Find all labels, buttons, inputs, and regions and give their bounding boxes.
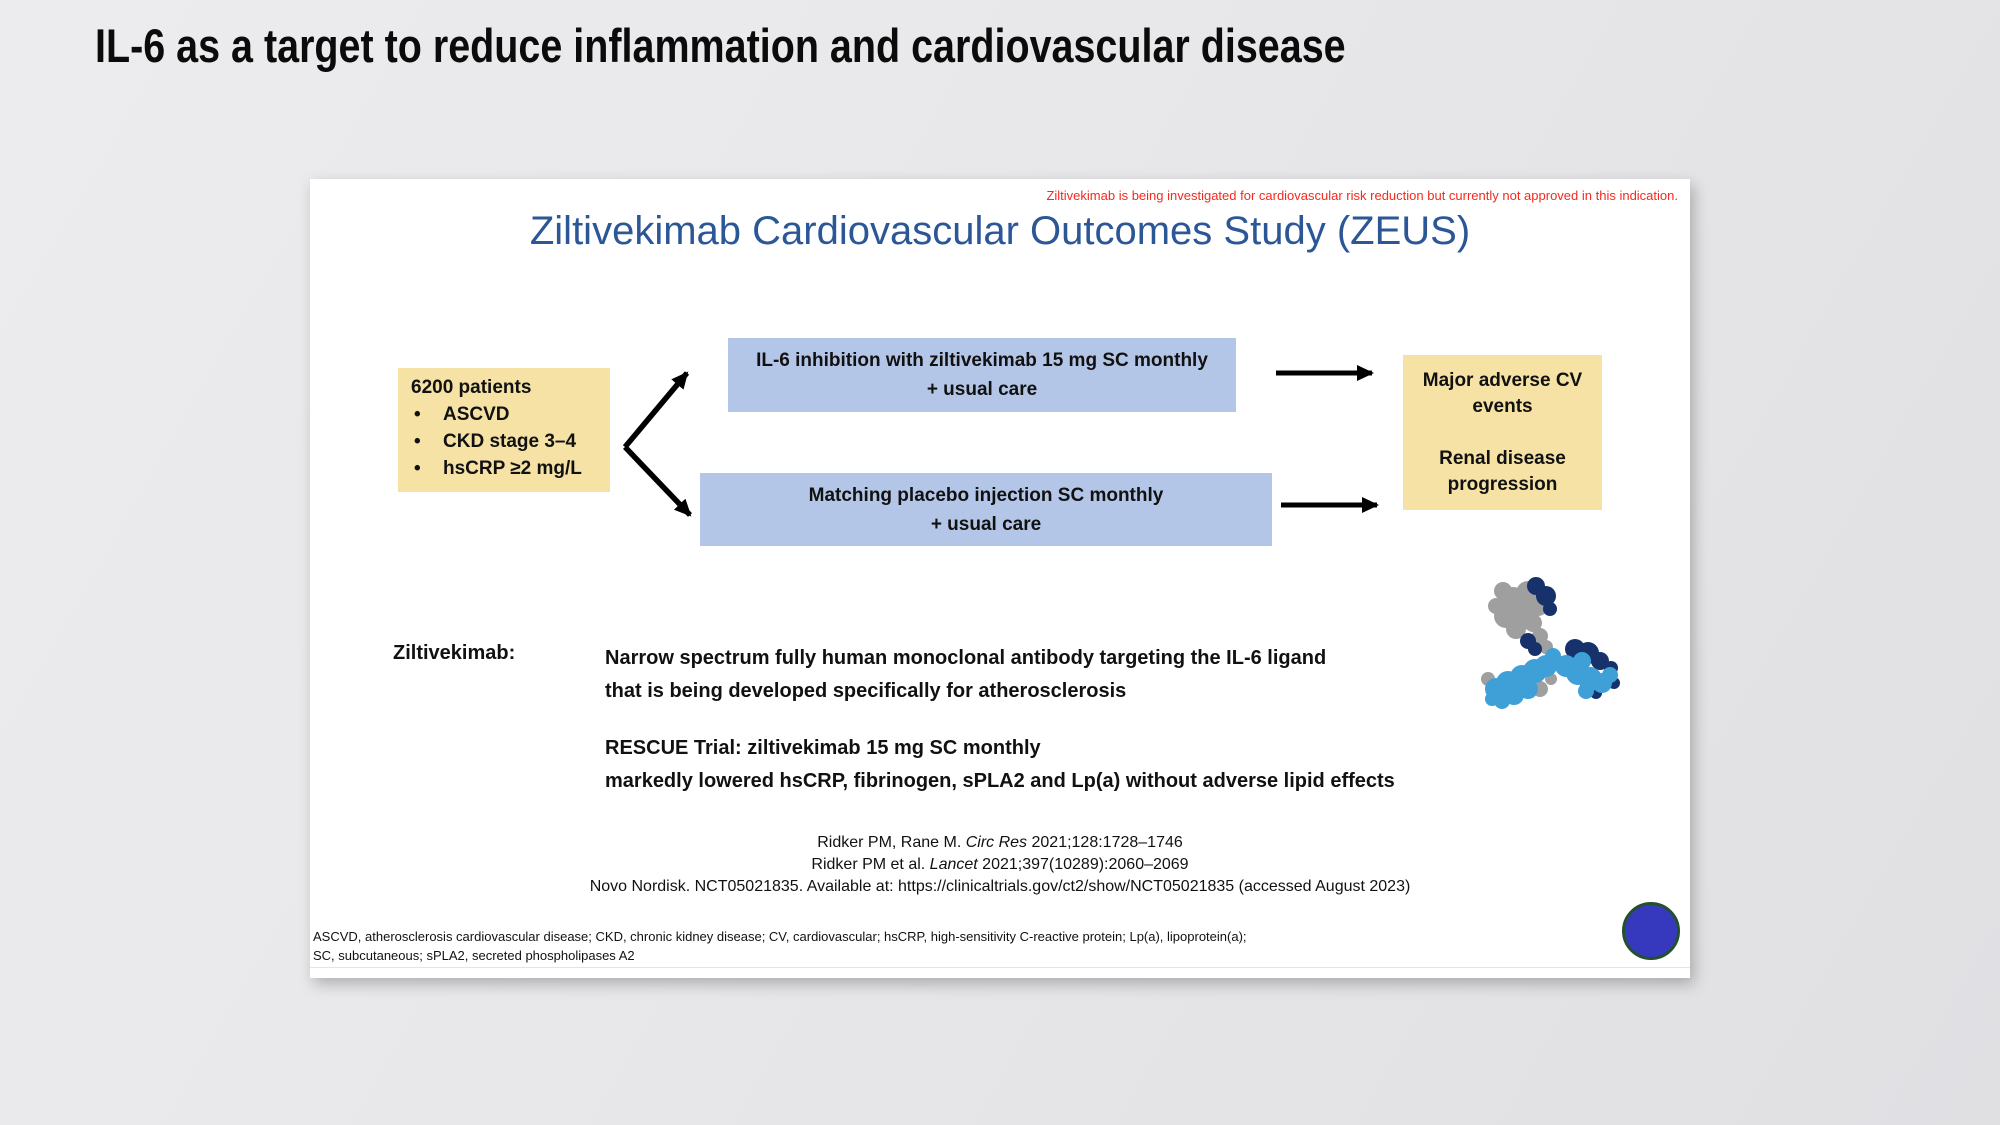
population-bullet-text: hsCRP ≥2 mg/L [443, 458, 582, 479]
population-bullet-text: CKD stage 3–4 [443, 431, 577, 452]
treatment-arm-box-ziltivekimab [728, 338, 1236, 412]
arrow-to-outcomes-bottom [1277, 495, 1389, 515]
abbreviations-footnote [313, 927, 1247, 965]
arm-text-line: Matching placebo injection SC monthly [808, 484, 1164, 506]
population-bullet [411, 428, 602, 455]
arm-text-line: IL-6 inhibition with ziltivekimab 15 mg SC monthly [756, 350, 1208, 371]
references [310, 832, 1690, 898]
rescue-line: markedly lowered hsCRP, fibrinogen, sPLA2 and Lp(a) without adverse lipid effects [605, 770, 1395, 792]
bullet-icon: • [414, 458, 421, 479]
slide-title: Ziltivekimab Cardiovascular Outcomes Study (ZEUS) [529, 209, 1471, 253]
population-criteria-box [398, 368, 610, 492]
journal-name: Lancet [929, 856, 978, 873]
randomization-branch-arrows [605, 357, 715, 529]
outcome-secondary: Renal disease progression [1439, 447, 1566, 495]
regulatory-disclaimer: Ziltivekimab is being investigated for cardiovascular risk reduction but currently not approved in this indication. [1046, 188, 1678, 203]
population-bullet [411, 401, 602, 428]
ziltivekimab-description [605, 642, 1326, 708]
arm-text-line: + usual care [926, 379, 1038, 400]
rescue-trial-summary [605, 732, 1395, 798]
bullet-icon: • [414, 404, 421, 425]
description-line: that is being developed specifically for atherosclerosis [605, 680, 1127, 702]
slide-bottom-divider [310, 967, 1690, 968]
population-heading: 6200 patients [411, 377, 532, 398]
presentation-slide [310, 179, 1690, 978]
rescue-line: RESCUE Trial: ziltivekimab 15 mg SC monthly [605, 737, 1041, 759]
treatment-arm-box-placebo [700, 473, 1272, 546]
ziltivekimab-label: Ziltivekimab: [393, 642, 516, 664]
blue-circle-logo [1622, 902, 1680, 960]
arm-text-line: + usual care [930, 513, 1042, 535]
population-bullet [411, 455, 602, 482]
reference-line: Ridker PM et al. Lancet 2021;397(10289):2060–2069 [811, 856, 1189, 873]
reference-line: Novo Nordisk. NCT05021835. Available at: https://clinicaltrials.gov/ct2/show/NCT05021835 (accessed August 2023) [589, 878, 1411, 895]
population-bullet-text: ASCVD [443, 404, 510, 425]
outcome-primary: Major adverse CV events [1422, 369, 1583, 417]
reference-line: Ridker PM, Rane M. Circ Res 2021;128:1728–1746 [817, 834, 1183, 851]
arrow-to-outcomes-top [1272, 363, 1384, 383]
footnote-line: SC, subcutaneous; sPLA2, secreted phospholipases A2 [313, 948, 635, 963]
bullet-icon: • [414, 431, 421, 452]
page-title: IL-6 as a target to reduce inflammation and cardiovascular disease [95, 19, 1346, 72]
outcomes-box [1403, 355, 1602, 510]
antibody-molecule-image [1478, 571, 1626, 739]
journal-name: Circ Res [965, 834, 1028, 851]
footnote-line: ASCVD, atherosclerosis cardiovascular disease; CKD, chronic kidney disease; CV, cardiovascular; hsCRP, high-sensitivity C-reactive protein; Lp(a), lipoprotein(a); [313, 929, 1247, 944]
description-line: Narrow spectrum fully human monoclonal antibody targeting the IL-6 ligand [605, 647, 1327, 669]
